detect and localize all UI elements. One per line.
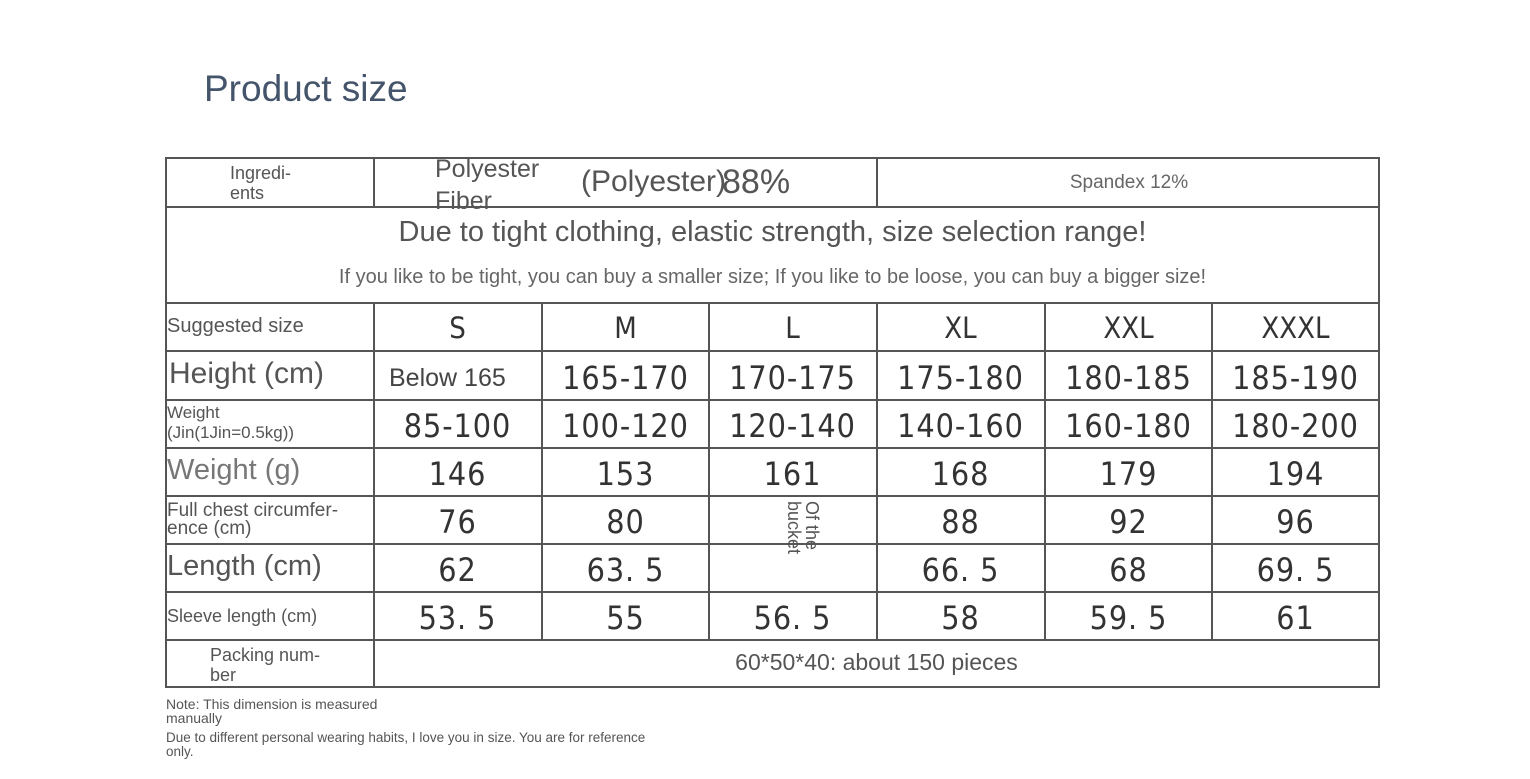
size-xl: XL — [944, 311, 977, 345]
chest-cell-l-note: Of the bucket — [784, 501, 822, 555]
col-divider — [876, 302, 878, 639]
weight-g-cell: 146 — [428, 455, 487, 493]
row-divider — [167, 591, 1378, 593]
chest-cell: 76 — [438, 503, 477, 541]
notice-subline: If you like to be tight, you can buy a smaller size; If you like to be loose, you can buy a bigger size! — [338, 266, 1207, 288]
size-l: L — [785, 311, 800, 345]
size-s: S — [449, 311, 466, 345]
row-divider — [167, 639, 1378, 641]
weight-jin-cell: 140-160 — [897, 407, 1024, 445]
spandex-label: Spandex 12% — [1069, 172, 1189, 193]
row-divider — [167, 495, 1378, 497]
length-cell: 62 — [438, 551, 477, 589]
sleeve-cell: 56. 5 — [753, 599, 832, 637]
sleeve-cell: 53. 5 — [418, 599, 497, 637]
row-divider — [167, 206, 1378, 208]
height-cell: 175-180 — [897, 359, 1024, 397]
col-divider — [1211, 302, 1213, 639]
col-divider — [1044, 302, 1046, 639]
chest-cell: 92 — [1109, 503, 1148, 541]
height-cell: 165-170 — [562, 359, 689, 397]
row-divider — [167, 447, 1378, 449]
weight-jin-cell: 180-200 — [1232, 407, 1359, 445]
length-cell: 63. 5 — [586, 551, 665, 589]
weight-g-cell: 153 — [596, 455, 655, 493]
col-divider — [708, 302, 710, 639]
row-label-height: Height (cm) — [169, 357, 325, 390]
polyester-percent: 88% — [722, 163, 791, 201]
size-table — [165, 157, 1380, 688]
note-measured: Note: This dimension is measured manually — [166, 696, 378, 726]
chest-cell: 80 — [606, 503, 645, 541]
row-divider — [167, 302, 1378, 304]
weight-g-cell: 161 — [763, 455, 822, 493]
row-divider — [167, 543, 1378, 545]
polyester-text: (Polyester) — [581, 165, 727, 198]
col-divider — [373, 302, 375, 688]
chest-cell: 88 — [941, 503, 980, 541]
row-label-sleeve: Sleeve length (cm) — [167, 606, 318, 626]
fiber-label: Polyester Fiber — [435, 155, 540, 215]
row-label-weight-g: Weight (g) — [167, 454, 301, 486]
size-xxl: XXL — [1103, 311, 1154, 345]
length-cell: 69. 5 — [1256, 551, 1335, 589]
row-divider — [167, 399, 1378, 401]
row-label-chest: Full chest circumfer- ence (cm) — [167, 500, 339, 539]
height-cell: 185-190 — [1232, 359, 1359, 397]
notice-headline: Due to tight clothing, elastic strength, size selection range! — [398, 216, 1147, 248]
row-label-length: Length (cm) — [167, 550, 322, 582]
weight-jin-cell: 160-180 — [1065, 407, 1192, 445]
sleeve-cell: 61 — [1276, 599, 1315, 637]
sleeve-cell: 58 — [941, 599, 980, 637]
weight-g-cell: 168 — [931, 455, 990, 493]
weight-g-cell: 179 — [1099, 455, 1158, 493]
size-xxxl: XXXL — [1261, 311, 1330, 345]
packing-label: Packing num- ber — [210, 645, 321, 685]
height-cell: 180-185 — [1065, 359, 1192, 397]
weight-jin-cell: 85-100 — [403, 407, 512, 445]
weight-jin-cell: 120-140 — [729, 407, 856, 445]
sleeve-cell: 59. 5 — [1089, 599, 1168, 637]
page-title: Product size — [204, 68, 408, 109]
length-cell: 66. 5 — [921, 551, 1000, 589]
packing-value: 60*50*40: about 150 pieces — [735, 649, 1018, 675]
weight-jin-cell: 100-120 — [562, 407, 689, 445]
row-label-weight-jin: Weight (Jin(1Jin=0.5kg)) — [167, 403, 295, 442]
ingredients-label: Ingredi- ents — [230, 163, 292, 203]
length-cell: 68 — [1109, 551, 1148, 589]
row-divider — [167, 350, 1378, 352]
note-reference: Due to different personal wearing habits, I love you in size. You are for reference only. — [166, 730, 646, 759]
sleeve-cell: 55 — [606, 599, 645, 637]
weight-g-cell: 194 — [1266, 455, 1325, 493]
col-divider — [541, 302, 543, 639]
size-m: M — [614, 311, 637, 345]
row-label-suggested-size: Suggested size — [167, 315, 304, 337]
height-cell: 170-175 — [729, 359, 856, 397]
height-cell: Below 165 — [389, 364, 506, 392]
col-divider — [373, 159, 375, 206]
chest-cell: 96 — [1276, 503, 1315, 541]
